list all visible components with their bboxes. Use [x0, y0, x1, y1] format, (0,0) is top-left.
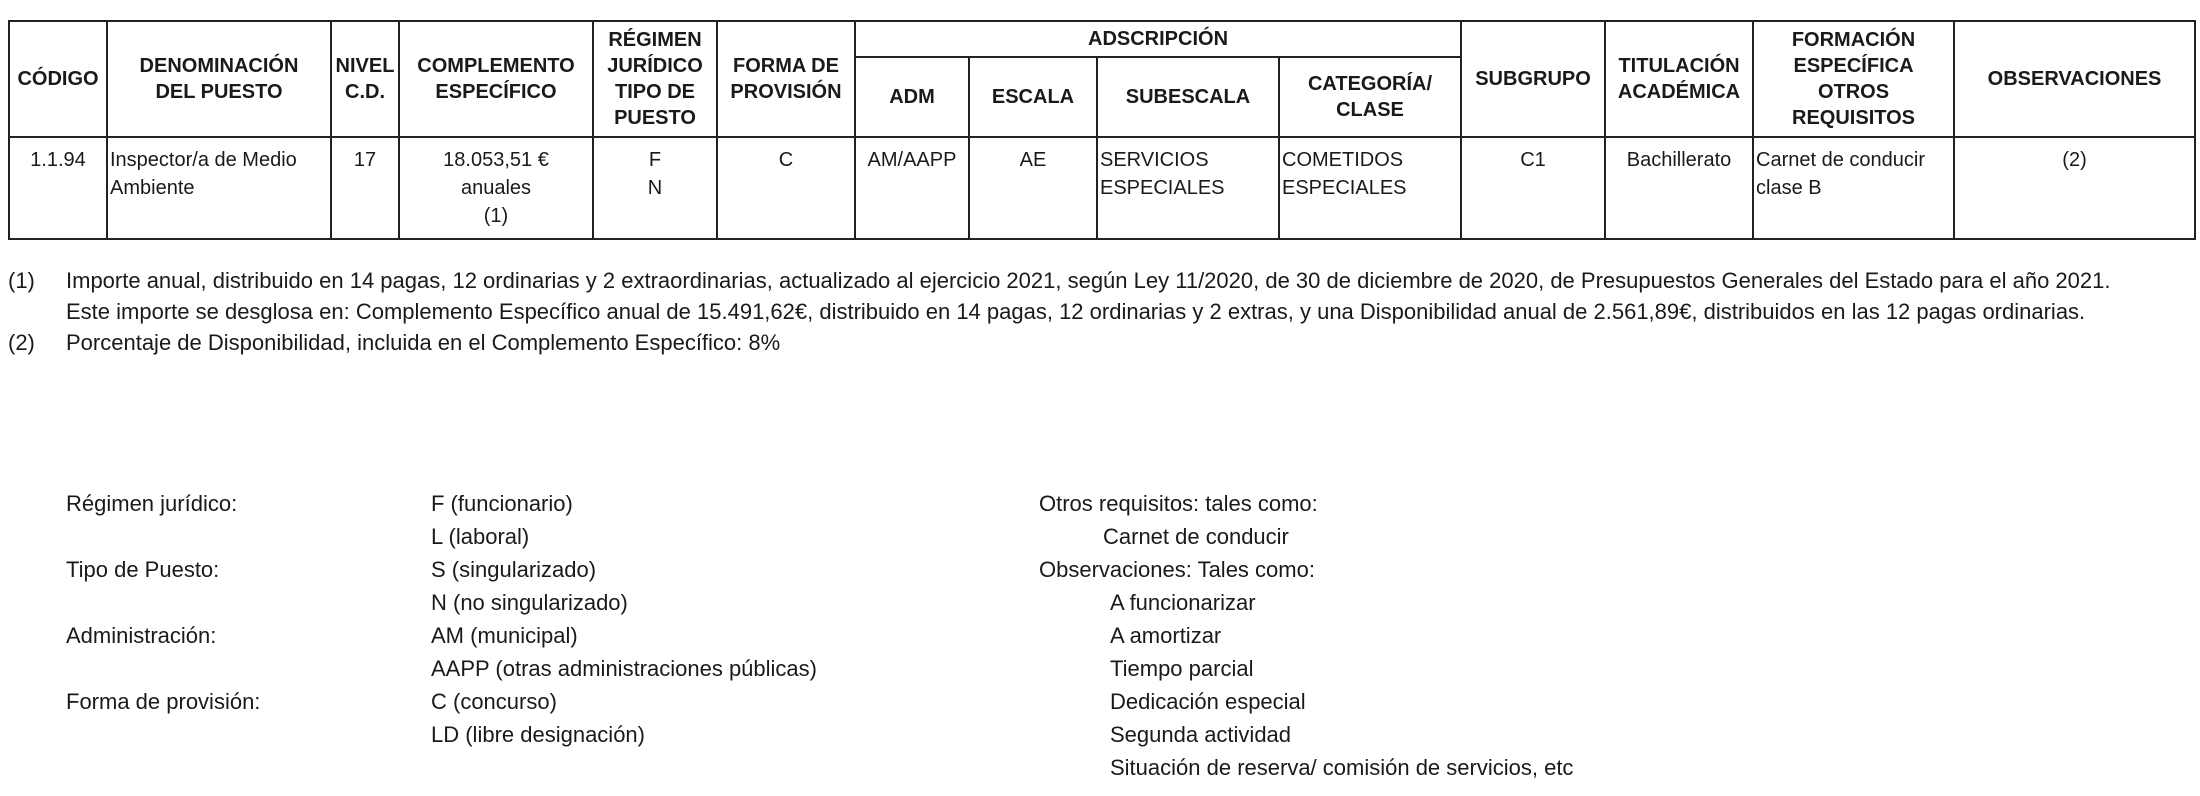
legend-value: S (singularizado)	[431, 557, 597, 582]
header-subescala: SUBESCALA	[1097, 57, 1279, 137]
header-categoria: CATEGORÍA/ CLASE	[1279, 57, 1461, 137]
legend-label: Administración:	[66, 623, 217, 648]
footnote	[8, 266, 2194, 296]
header-subgrupo: SUBGRUPO	[1461, 21, 1605, 137]
cell-codigo: 1.1.94	[9, 137, 107, 239]
header-codigo: CÓDIGO	[9, 21, 107, 137]
cell-nivel: 17	[331, 137, 399, 239]
footnote-text: Porcentaje de Disponibilidad, incluida en el Complemento Específico: 8%	[66, 330, 781, 355]
cell-observaciones: (2)	[1954, 137, 2195, 239]
cell-formacion: Carnet de conducir clase B	[1753, 137, 1954, 239]
legend-label: Régimen jurídico:	[66, 491, 238, 516]
footnote-number: (1)	[8, 268, 35, 293]
header-denominacion: DENOMINACIÓN DEL PUESTO	[107, 21, 331, 137]
puestos-table	[8, 20, 2196, 240]
otros-requisitos-title: Otros requisitos: tales como:	[1039, 491, 1318, 516]
footnote-text: Este importe se desglosa en: Complemento Específico anual de 15.491,62€, distribuido en 14 pagas, 12 ordinarias y 2 extras, y una Disponibilidad anual de 2.561,89€, distribuidos en las 12 pagas ordinarias.	[66, 299, 2086, 324]
otros-requisitos-item: Carnet de conducir	[1103, 524, 1289, 549]
header-formacion: FORMACIÓN ESPECÍFICA OTROS REQUISITOS	[1753, 21, 1954, 137]
legend-value: C (concurso)	[431, 689, 557, 714]
footnote-text: Importe anual, distribuido en 14 pagas, 12 ordinarias y 2 extraordinarias, actualizado al ejercicio 2021, según Ley 11/2020, de 30 de diciembre de 2020, de Presupuestos Generales del Estado para el año 2021.	[66, 268, 2111, 293]
header-observaciones: OBSERVACIONES	[1954, 21, 2195, 137]
footnotes	[8, 266, 2194, 359]
header-forma-provision: FORMA DE PROVISIÓN	[717, 21, 855, 137]
observaciones-item: A amortizar	[1110, 623, 1222, 648]
legend-value: F (funcionario)	[431, 491, 573, 516]
footnote	[8, 297, 2194, 327]
legend-value: L (laboral)	[431, 524, 530, 549]
legend-labels	[66, 487, 260, 751]
legend-label: Forma de provisión:	[66, 689, 261, 714]
cell-titulacion: Bachillerato	[1605, 137, 1753, 239]
header-nivel: NIVEL C.D.	[331, 21, 399, 137]
cell-subgrupo: C1	[1461, 137, 1605, 239]
cell-categoria: COMETIDOS ESPECIALES	[1279, 137, 1461, 239]
legend-value: N (no singularizado)	[431, 590, 628, 615]
observaciones-item: Situación de reserva/ comisión de servicios, etc	[1110, 755, 1574, 780]
header-titulacion: TITULACIÓN ACADÉMICA	[1605, 21, 1753, 137]
observaciones-item: Dedicación especial	[1110, 689, 1306, 714]
footnote-number	[8, 297, 66, 327]
header-complemento: COMPLEMENTO ESPECÍFICO	[399, 21, 593, 137]
legend-values	[431, 487, 817, 751]
legend-label	[66, 520, 260, 553]
legend-value: LD (libre designación)	[431, 722, 645, 747]
header-adm: ADM	[855, 57, 969, 137]
legend-value: AM (municipal)	[431, 623, 578, 648]
cell-escala: AE	[969, 137, 1097, 239]
cell-subescala: SERVICIOS ESPECIALES	[1097, 137, 1279, 239]
observaciones-title: Observaciones: Tales como:	[1039, 557, 1315, 582]
cell-adm: AM/AAPP	[855, 137, 969, 239]
legend-otros-observaciones	[1039, 487, 1573, 784]
table-row	[9, 137, 2195, 239]
cell-complemento: 18.053,51 € anuales (1)	[399, 137, 593, 239]
cell-regimen: F N	[593, 137, 717, 239]
footnote	[8, 328, 2194, 358]
legend-label	[66, 652, 260, 685]
legend-value: AAPP (otras administraciones públicas)	[431, 656, 817, 681]
legend-label	[66, 586, 260, 619]
observaciones-item: A funcionarizar	[1110, 590, 1256, 615]
legend-label	[66, 718, 260, 751]
header-adscripcion: ADSCRIPCIÓN	[855, 21, 1461, 57]
observaciones-item: Segunda actividad	[1110, 722, 1292, 747]
legend-label: Tipo de Puesto:	[66, 557, 220, 582]
footnote-number: (2)	[8, 330, 35, 355]
cell-denominacion: Inspector/a de Medio Ambiente	[107, 137, 331, 239]
cell-forma-provision: C	[717, 137, 855, 239]
header-regimen: RÉGIMEN JURÍDICO TIPO DE PUESTO	[593, 21, 717, 137]
header-escala: ESCALA	[969, 57, 1097, 137]
observaciones-item: Tiempo parcial	[1110, 656, 1254, 681]
